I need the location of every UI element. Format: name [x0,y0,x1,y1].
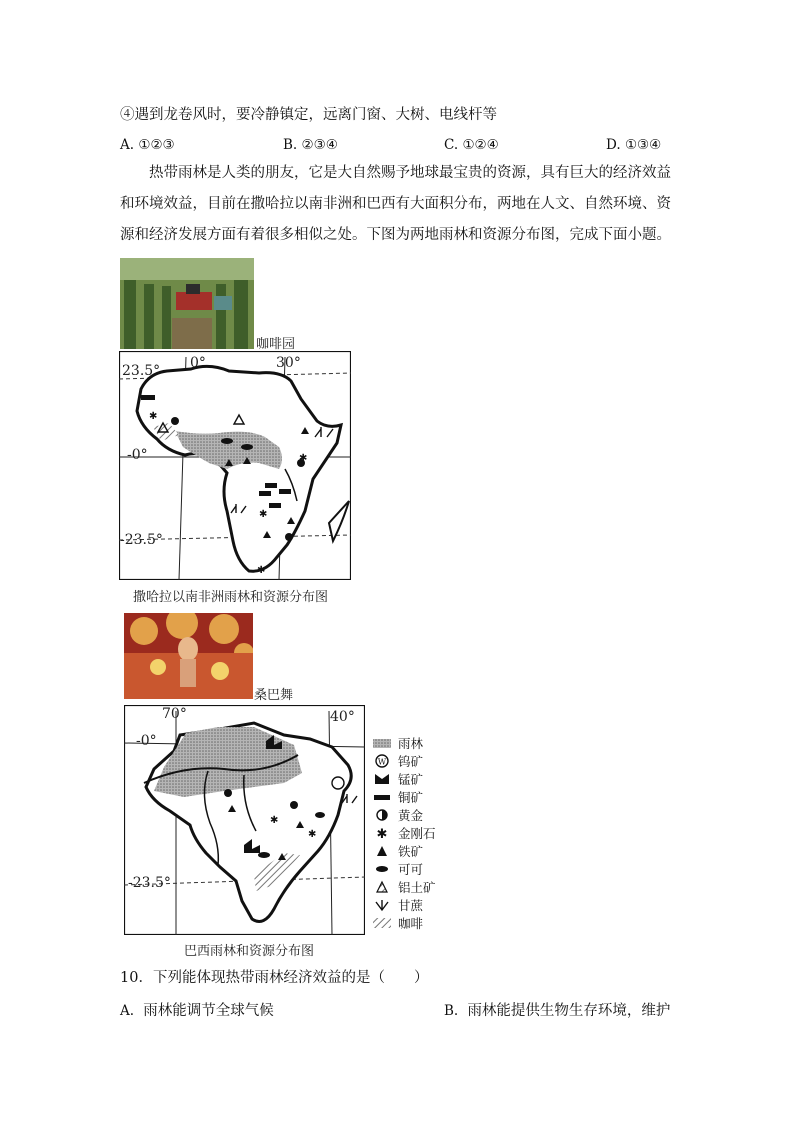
brazil-caption: 巴西雨林和资源分布图 [184,944,315,959]
africa-lon-30: 30° [276,355,301,371]
tungsten-icon [372,754,392,768]
copper-bar-icon [372,790,392,804]
coffee-label: 咖啡园 [256,337,296,352]
rainforest-hatch-icon [372,736,392,750]
africa-lat-0: -0° [127,447,148,463]
option-c-prev[interactable]: C. ①②④ [444,137,499,153]
svg-text:✱: ✱ [308,829,317,840]
coffee-hatch-icon [372,916,392,930]
svg-text:✱: ✱ [376,827,388,840]
africa-lat-23-south: -23.5° [120,532,163,548]
svg-text:✱: ✱ [149,411,158,422]
brazil-lon-70: 70° [162,706,187,722]
cocoa-ellipse-icon [372,862,392,876]
manganese-icon [372,772,392,786]
legend-manganese: 锰矿 [372,770,423,788]
legend-rainforest: 雨林 [372,734,423,752]
gold-icon [372,808,392,822]
africa-lon-0: 0° [190,355,206,371]
svg-text:✱: ✱ [259,509,268,520]
brazil-lat-0: -0° [136,733,157,749]
legend-bauxite: 铝土矿 [372,878,436,896]
svg-text:✱: ✱ [270,815,279,826]
svg-text:✱: ✱ [257,565,266,576]
legend-gold: 黄金 [372,806,423,824]
question-10-stem: 10．下列能体现热带雨林经济效益的是（ ） [120,970,429,986]
statement-4: ④遇到龙卷风时，要冷静镇定，远离门窗、大树、电线杆等 [120,107,497,123]
samba-photo [124,613,253,699]
sugarcane-icon [372,898,392,912]
coffee-plantation-photo [120,258,254,349]
africa-caption: 撒哈拉以南非洲雨林和资源分布图 [133,590,329,605]
africa-lat-23-north: 23.5° [122,363,161,379]
svg-text:W: W [377,757,387,767]
bauxite-icon [372,880,392,894]
legend-tungsten: W 钨矿 [372,752,423,770]
brazil-lat-23-south: -23.5° [128,875,171,891]
svg-text:✱: ✱ [299,453,308,464]
diamond-star-icon [372,826,392,840]
iron-triangle-icon [372,844,392,858]
legend-copper: 铜矿 [372,788,423,806]
option-a[interactable]: A. 雨林能调节全球气候 [120,1003,274,1019]
legend-iron: 铁矿 [372,842,423,860]
legend-sugarcane: 甘蔗 [372,896,423,914]
option-b[interactable]: B. 雨林能提供生物生存环境，维护 [444,1003,671,1019]
brazil-lon-40: 40° [330,709,355,725]
option-a-prev[interactable]: A. ①②③ [120,137,175,153]
option-b-prev[interactable]: B. ②③④ [283,137,338,153]
brazil-map [124,705,365,935]
legend-diamond: ✱ 金刚石 [372,824,436,842]
intro-paragraph: 热带雨林是人类的朋友，它是大自然赐予地球最宝贵的资源，具有巨大的经济效益和环境效益，目前在撒哈拉以南非洲和巴西有大面积分布，两地在人文、自然环境、资源和经济发展方面有着很多相似之处。下图为两地雨林和资源分布图，完成下面小题。 [120,165,671,243]
legend-cocoa: 可可 [372,860,423,878]
samba-label: 桑巴舞 [254,688,294,703]
option-d-prev[interactable]: D. ①③④ [606,137,662,153]
legend-coffee: 咖啡 [372,914,423,932]
